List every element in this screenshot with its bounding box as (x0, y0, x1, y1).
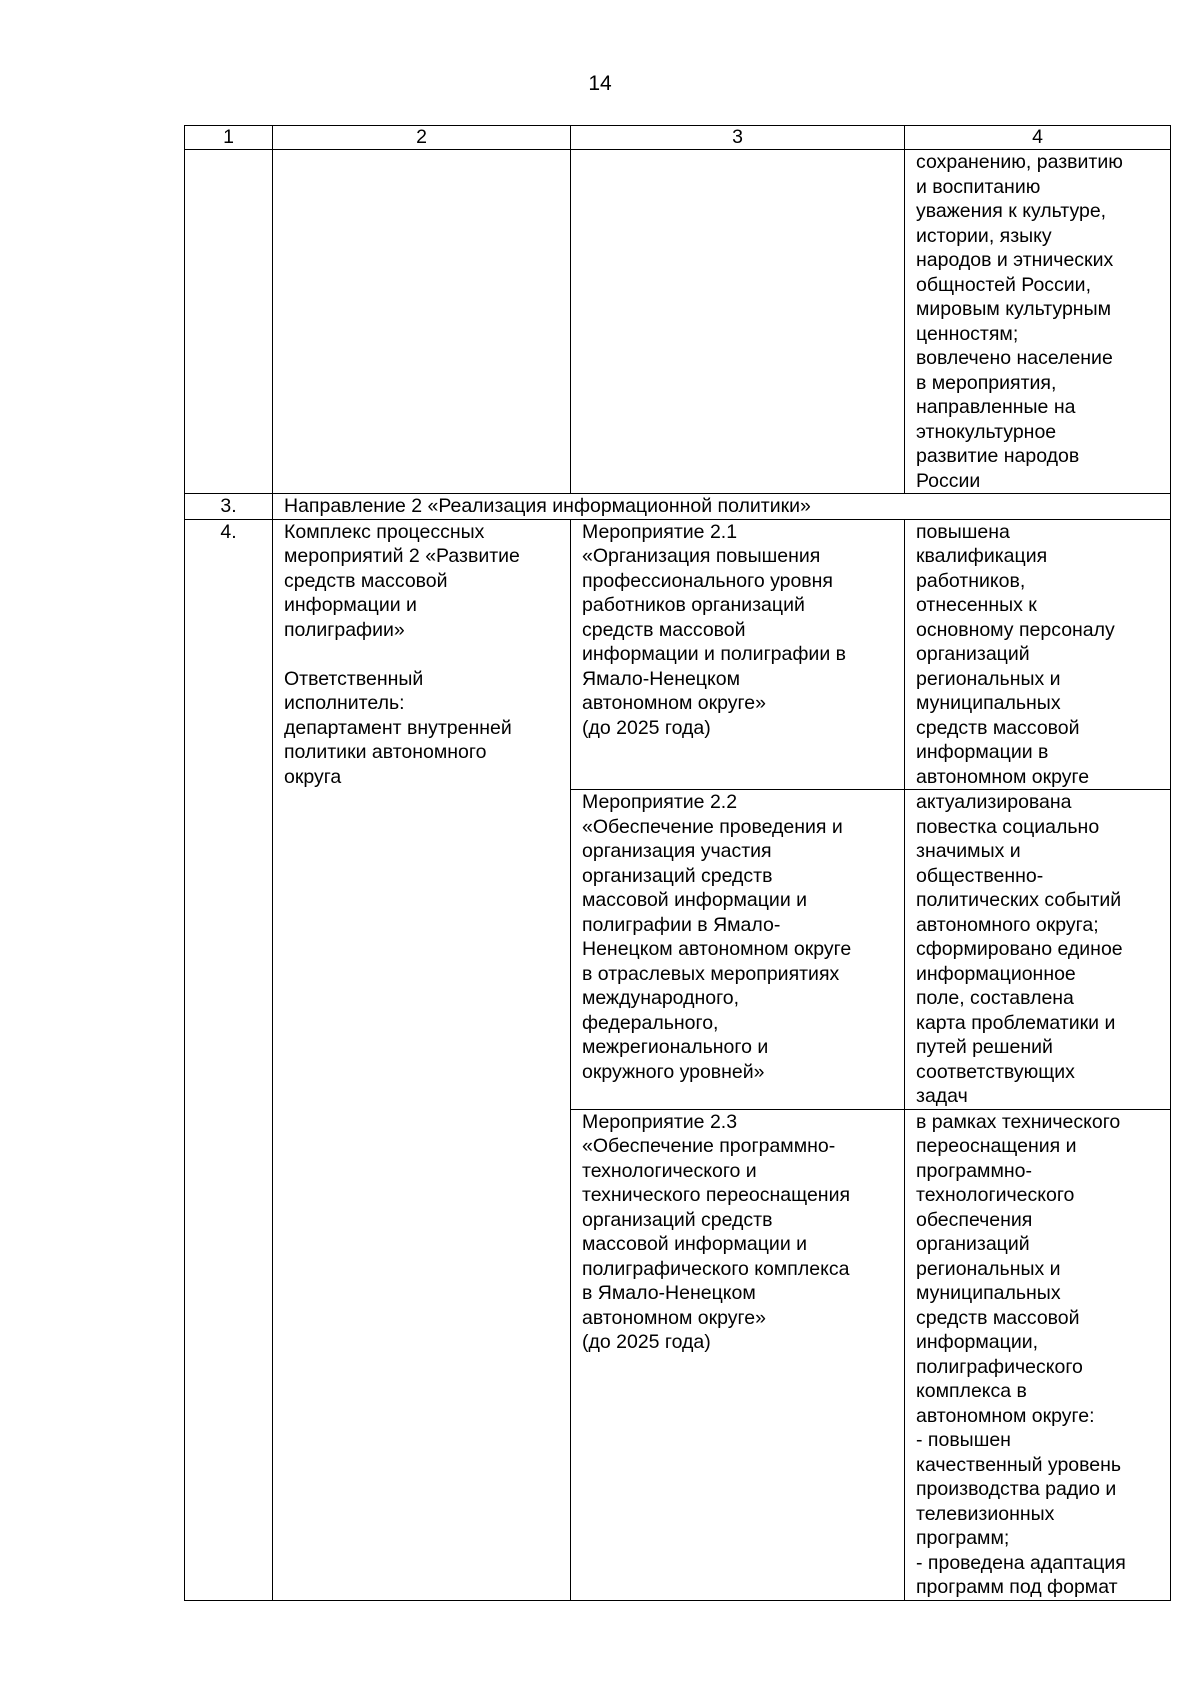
column-header-3: 3 (571, 126, 905, 150)
table-header-row (185, 126, 1171, 150)
activity-2-2: Мероприятие 2.2 «Обеспечение проведения и организация участия организаций средств массовой информации и полиграфии в Ямало- Ненецком автономном округе в отраслевых мероприятиях международного, федерального, межрегионального и окружного уровней» (571, 790, 905, 1110)
table-row-activity-2-1 (185, 519, 1171, 790)
result-2-3: в рамках технического переоснащения и программно- технологического обеспечения организаций региональных и муниципальных средств массовой информации, полиграфического комплекса в автономном округе: - повышен качественный уровень производства радио и телевизионных программ; - проведена адаптация программ под формат (905, 1109, 1171, 1600)
table-row-activity-2-2 (185, 790, 1171, 1110)
program-table (184, 125, 1171, 1601)
page-number: 14 (588, 72, 612, 95)
table-row-activity-2-3 (185, 1109, 1171, 1600)
row-number: 3. (185, 494, 273, 520)
column-header-1: 1 (185, 126, 273, 150)
empty-cell (273, 150, 571, 494)
activity-2-3: Мероприятие 2.3 «Обеспечение программно- технологического и технического переоснащения организаций средств массовой информации и полиграфического комплекса в Ямало-Ненецком автономном округе» (до 2025 года) (571, 1109, 905, 1600)
row-number: 4. (185, 519, 273, 790)
complex-description: Комплекс процессных мероприятий 2 «Развитие средств массовой информации и полиграфии» Ответственный исполнитель: департамент внутренней политики автономного округа (273, 519, 571, 790)
empty-cell (185, 790, 273, 1110)
table-row-direction (185, 494, 1171, 520)
empty-cell (273, 1109, 571, 1600)
empty-cell (185, 150, 273, 494)
direction-title: Направление 2 «Реализация информационной политики» (273, 494, 1171, 520)
continuation-result-cell: сохранению, развитию и воспитанию уважения к культуре, истории, языку народов и этнических общностей России, мировым культурным ценностям; вовлечено население в мероприятия, направленные на этнокультурное развитие народов России (905, 150, 1171, 494)
column-header-4: 4 (905, 126, 1171, 150)
empty-cell (273, 790, 571, 1110)
empty-cell (185, 1109, 273, 1600)
result-2-1: повышена квалификация работников, отнесенных к основному персоналу организаций региональных и муниципальных средств массовой информации в автономном округе (905, 519, 1171, 790)
table-row-continuation (185, 150, 1171, 494)
column-header-2: 2 (273, 126, 571, 150)
empty-cell (571, 150, 905, 494)
activity-2-1: Мероприятие 2.1 «Организация повышения профессионального уровня работников организаций средств массовой информации и полиграфии в Ямало-Ненецком автономном округе» (до 2025 года) (571, 519, 905, 790)
result-2-2: актуализирована повестка социально значимых и общественно- политических событий автономного округа; сформировано единое информационное поле, составлена карта проблематики и путей решений соответствующих задач (905, 790, 1171, 1110)
